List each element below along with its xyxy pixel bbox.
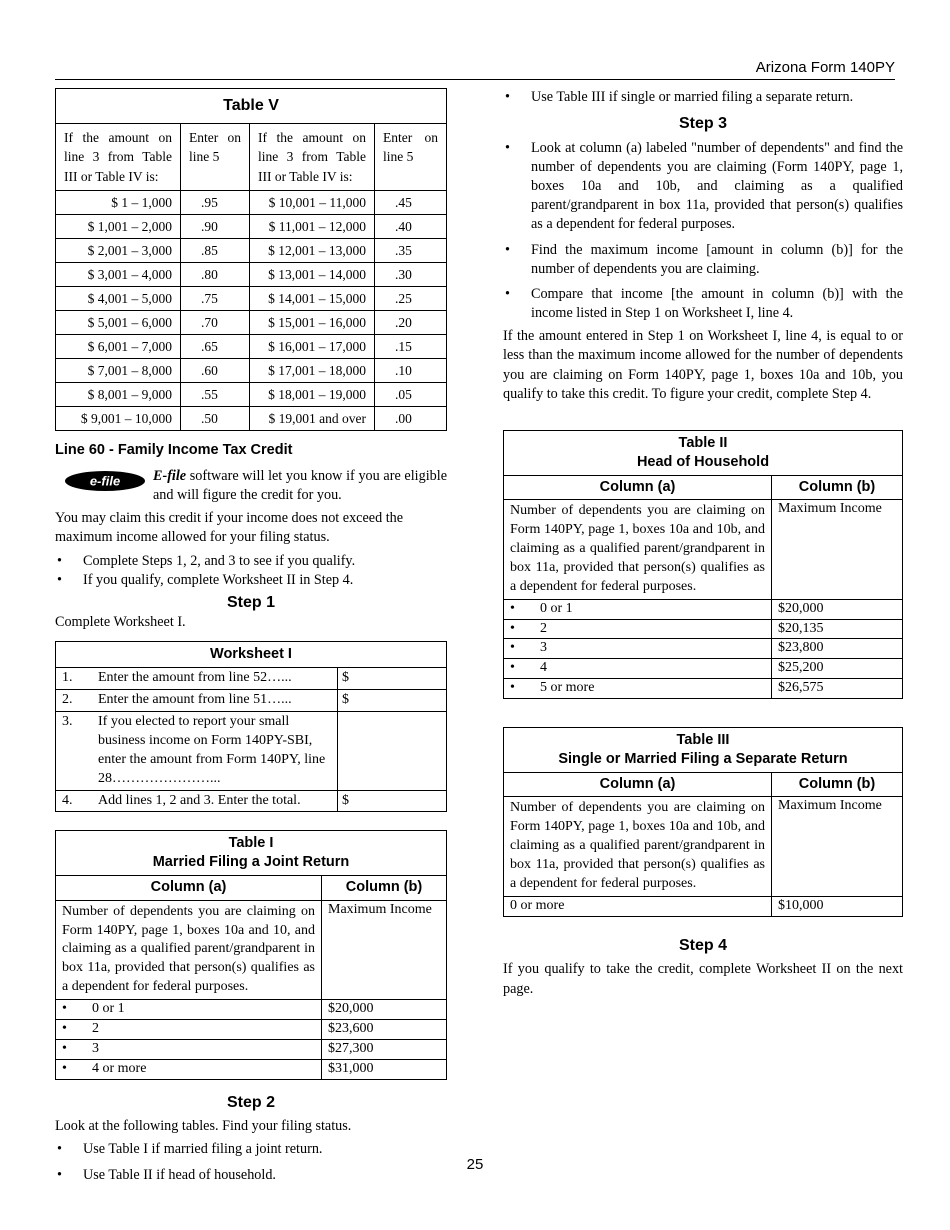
income-cell: $26,575 <box>772 679 903 699</box>
dependents-cell: • 3 <box>56 1039 322 1059</box>
step3-bullets <box>503 139 903 324</box>
list-item: • If you qualify, complete Worksheet II in Step 4. <box>55 571 447 590</box>
range-cell: $ 4,001 – 5,000 <box>56 287 181 311</box>
table-row <box>56 287 447 311</box>
table-3-max-label: Maximum Income <box>772 797 903 896</box>
list-item: • Complete Steps 1, 2, and 3 to see if you qualify. <box>55 552 447 571</box>
table-row <box>56 383 447 407</box>
efile-note <box>55 467 447 505</box>
value-cell: .15 <box>375 335 447 359</box>
range-cell: $ 1,001 – 2,000 <box>56 215 181 239</box>
value-cell: .45 <box>375 191 447 215</box>
value-cell: .85 <box>181 239 250 263</box>
table-v-header-amount-1: If the amount on line 3 from Table III or Table IV is: <box>56 123 181 191</box>
amount-field[interactable]: $ <box>338 668 447 690</box>
line-text: Enter the amount from line 51…... <box>96 690 338 712</box>
line-number: 1. <box>56 668 97 690</box>
table-row <box>56 1000 447 1020</box>
table-2 <box>503 430 903 699</box>
range-cell: $ 1 – 1,000 <box>56 191 181 215</box>
table-row <box>56 263 447 287</box>
value-cell: .65 <box>181 335 250 359</box>
step2-title: Step 2 <box>226 1093 275 1111</box>
range-cell: $ 11,001 – 12,000 <box>250 215 375 239</box>
table-2-title-line2: Head of Household <box>636 453 770 470</box>
dependents-cell: • 2 <box>56 1020 322 1040</box>
step1-text: Complete Worksheet I. <box>55 614 186 631</box>
value-cell: .90 <box>181 215 250 239</box>
table-1-column-a: Column (a) <box>56 876 322 901</box>
dependents-cell: • 4 <box>504 659 772 679</box>
table-row <box>56 1039 447 1059</box>
table-3-column-a: Column (a) <box>504 772 772 797</box>
value-cell: .70 <box>181 311 250 335</box>
step1-title: Step 1 <box>226 593 275 611</box>
efile-logo-icon <box>65 471 145 491</box>
range-cell: $ 8,001 – 9,000 <box>56 383 181 407</box>
value-cell: .80 <box>181 263 250 287</box>
income-cell: $31,000 <box>322 1059 447 1079</box>
list-item: • Compare that income [the amount in column (b)] with the income listed in Step 1 on Worksheet I, line 4. <box>503 285 903 323</box>
table-2-title-line1: Table II <box>678 435 728 451</box>
range-cell: $ 14,001 – 15,000 <box>250 287 375 311</box>
range-cell: $ 13,001 – 14,000 <box>250 263 375 287</box>
step4-text: If you qualify to take the credit, complete Worksheet II on the next page. <box>503 961 903 997</box>
value-cell: .00 <box>375 407 447 431</box>
value-cell: .10 <box>375 359 447 383</box>
list-item: • Find the maximum income [amount in column (b)] for the number of dependents you are claiming. <box>503 241 903 279</box>
right-column <box>503 88 903 999</box>
table-row <box>56 239 447 263</box>
amount-field[interactable]: $ <box>338 690 447 712</box>
income-cell: $10,000 <box>772 896 903 916</box>
dependents-cell: • 0 or 1 <box>504 599 772 619</box>
table-1-column-b: Column (b) <box>322 876 447 901</box>
value-cell: .05 <box>375 383 447 407</box>
range-cell: $ 3,001 – 4,000 <box>56 263 181 287</box>
table-v-header-amount-2: If the amount on line 3 from Table III or Table IV is: <box>250 123 375 191</box>
table-v-title: Table V <box>56 89 447 124</box>
list-item: • Look at column (a) labeled "number of dependents" and find the number of dependents you are claiming (Form 140PY, page 1, boxes 10a and 10b, and claiming as a qualified parent/grandparent in box 11a, provided that person(s) qualifies as a dependent for federal purposes. <box>503 139 903 235</box>
efile-logo-text: e-file <box>89 473 121 489</box>
table-row <box>56 359 447 383</box>
income-cell: $25,200 <box>772 659 903 679</box>
table-row <box>56 690 447 712</box>
value-cell: .55 <box>181 383 250 407</box>
table-row <box>504 659 903 679</box>
table-row <box>56 311 447 335</box>
list-item: • Use Table II if head of household. <box>55 1166 447 1185</box>
amount-field[interactable] <box>338 711 447 790</box>
table-row <box>504 619 903 639</box>
step3-paragraph: If the amount entered in Step 1 on Worksheet I, line 4, is equal to or less than the maximum income allowed for the number of dependents you are claiming on Form 140PY, page 1, boxes 10a and 10b, you qualify to take this credit. To figure your credit, complete Step 4. <box>503 328 903 402</box>
header-rule <box>55 79 895 80</box>
range-cell: $ 7,001 – 8,000 <box>56 359 181 383</box>
table-v <box>55 88 447 431</box>
range-cell: $ 9,001 – 10,000 <box>56 407 181 431</box>
table-row <box>56 1059 447 1079</box>
range-cell: $ 16,001 – 17,000 <box>250 335 375 359</box>
table-3-column-b: Column (b) <box>772 772 903 797</box>
line-number: 2. <box>56 690 97 712</box>
line-number: 4. <box>56 790 97 812</box>
table-2-column-a: Column (a) <box>504 475 772 500</box>
line60-intro: You may claim this credit if your income does not exceed the maximum income allowed for your filing status. <box>55 510 404 546</box>
value-cell: .30 <box>375 263 447 287</box>
line60-heading: Line 60 - Family Income Tax Credit <box>55 442 293 459</box>
range-cell: $ 19,001 and over <box>250 407 375 431</box>
value-cell: .50 <box>181 407 250 431</box>
range-cell: $ 15,001 – 16,000 <box>250 311 375 335</box>
form-title: Arizona Form 140PY <box>755 59 895 76</box>
page-number: 25 <box>466 1156 484 1173</box>
table-2-description: Number of dependents you are claiming on Form 140PY, page 1, boxes 10a and 10b, and claiming as a qualified parent/grandparent in box 11a, provided that person(s) qualifies as a dependent for federal purposes. <box>504 500 772 599</box>
efile-text <box>153 467 447 505</box>
income-cell: $20,000 <box>772 599 903 619</box>
table-3-title <box>504 728 903 773</box>
income-cell: $20,000 <box>322 1000 447 1020</box>
table-1-title-line2: Married Filing a Joint Return <box>152 854 350 871</box>
list-item: • Use Table III if single or married filing a separate return. <box>503 88 903 107</box>
dependents-cell: 0 or more <box>504 896 772 916</box>
table-3 <box>503 727 903 917</box>
table-row <box>56 790 447 812</box>
table-3-title-line2: Single or Married Filing a Separate Return <box>558 751 848 767</box>
value-cell: .20 <box>375 311 447 335</box>
range-cell: $ 10,001 – 11,000 <box>250 191 375 215</box>
table-2-column-b: Column (b) <box>772 475 903 500</box>
range-cell: $ 5,001 – 6,000 <box>56 311 181 335</box>
line60-bullets <box>55 552 447 590</box>
table-row <box>504 896 903 916</box>
table-1-title-line1: Table I <box>228 835 274 852</box>
table-row <box>56 191 447 215</box>
table-row <box>56 711 447 790</box>
efile-bold-text: E-file <box>153 467 187 484</box>
income-cell: $23,800 <box>772 639 903 659</box>
income-cell: $23,600 <box>322 1020 447 1040</box>
table-1-description: Number of dependents you are claiming on Form 140PY, page 1, boxes 10a and 10, and claiming as a qualified parent/grandparent in box 11a, provided that person(s) qualifies as a dependent for federal purposes. <box>56 900 322 999</box>
table-row <box>504 639 903 659</box>
table-v-header-enter-1: Enter on line 5 <box>181 123 250 191</box>
income-cell: $27,300 <box>322 1039 447 1059</box>
table-1-max-label: Maximum Income <box>322 900 447 999</box>
range-cell: $ 6,001 – 7,000 <box>56 335 181 359</box>
table-row <box>504 599 903 619</box>
value-cell: .75 <box>181 287 250 311</box>
line-text: Add lines 1, 2 and 3. Enter the total. <box>96 790 338 812</box>
table-2-max-label: Maximum Income <box>772 500 903 599</box>
table-row <box>56 668 447 690</box>
step3-title: Step 3 <box>678 115 727 133</box>
table-row <box>56 1020 447 1040</box>
dependents-cell: • 5 or more <box>504 679 772 699</box>
value-cell: .60 <box>181 359 250 383</box>
worksheet-1-title: Worksheet I <box>56 641 447 668</box>
table-row <box>56 407 447 431</box>
table-3-title-line1: Table III <box>676 732 730 749</box>
value-cell: .35 <box>375 239 447 263</box>
table-1 <box>55 830 447 1079</box>
table-1-title <box>56 831 447 876</box>
income-cell: $20,135 <box>772 619 903 639</box>
range-cell: $ 12,001 – 13,000 <box>250 239 375 263</box>
dependents-cell: • 3 <box>504 639 772 659</box>
step2-bullets-continued <box>503 88 903 107</box>
value-cell: .40 <box>375 215 447 239</box>
table-row <box>56 335 447 359</box>
step2-text: Look at the following tables. Find your filing status. <box>55 1118 352 1135</box>
table-row <box>56 215 447 239</box>
dependents-cell: • 0 or 1 <box>56 1000 322 1020</box>
table-row <box>504 679 903 699</box>
line-text: Enter the amount from line 52…... <box>96 668 338 690</box>
range-cell: $ 18,001 – 19,000 <box>250 383 375 407</box>
line-number: 3. <box>56 711 97 790</box>
range-cell: $ 17,001 – 18,000 <box>250 359 375 383</box>
step4-title: Step 4 <box>678 936 727 954</box>
line-text: If you elected to report your small business income on Form 140PY-SBI, enter the amount from Form 140PY, line 28…………………... <box>96 711 338 790</box>
amount-field[interactable]: $ <box>338 790 447 812</box>
dependents-cell: • 4 or more <box>56 1059 322 1079</box>
value-cell: .95 <box>181 191 250 215</box>
table-3-description: Number of dependents you are claiming on Form 140PY, page 1, boxes 10a and 10b, and claiming as a qualified parent/grandparent in box 11a, provided that person(s) qualifies as a dependent for federal purposes. <box>504 797 772 896</box>
table-2-title <box>504 431 903 476</box>
list-item: • Use Table I if married filing a joint return. <box>55 1140 447 1159</box>
table-v-header-enter-2: Enter on line 5 <box>375 123 447 191</box>
dependents-cell: • 2 <box>504 619 772 639</box>
value-cell: .25 <box>375 287 447 311</box>
left-column <box>55 88 447 1187</box>
efile-description: software will let you know if you are eligible and will figure the credit for you. <box>153 467 447 504</box>
range-cell: $ 2,001 – 3,000 <box>56 239 181 263</box>
worksheet-1 <box>55 641 447 813</box>
